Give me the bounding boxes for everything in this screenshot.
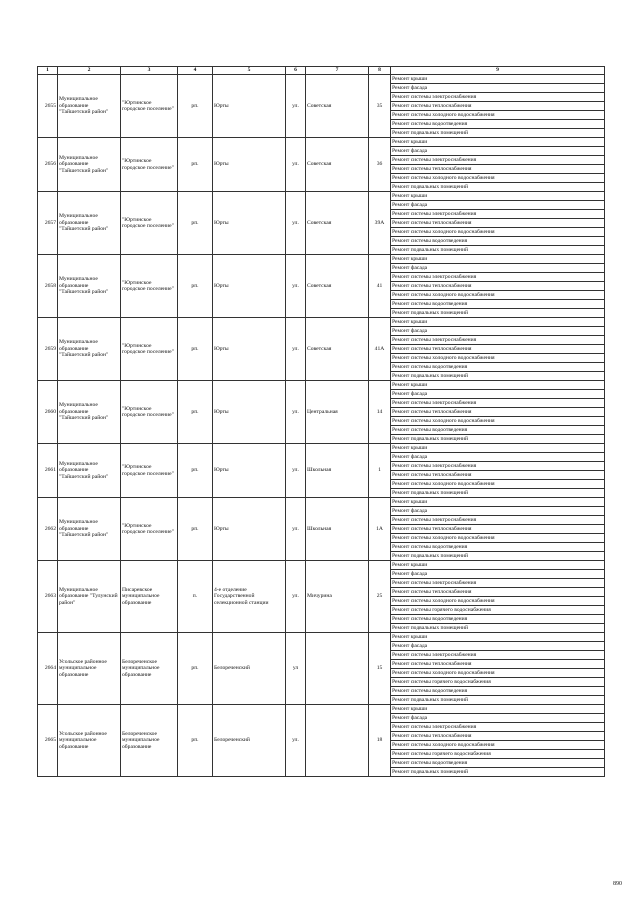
- municipality-cell: Муниципальное образование "Тулунский район": [58, 561, 121, 633]
- work-item: Ремонт крыши: [391, 498, 605, 507]
- locality-cell: Юрты: [213, 444, 286, 498]
- work-item: Ремонт системы водоотведения: [391, 759, 605, 768]
- work-item: Ремонт системы холодного водоснабжения: [391, 669, 605, 678]
- work-item: Ремонт системы теплоснабжения: [391, 525, 605, 534]
- municipality-cell: Муниципальное образование "Тайшетский район": [58, 381, 121, 444]
- table-row: [38, 633, 605, 642]
- municipality-cell: Муниципальное образование "Тайшетский район": [58, 318, 121, 381]
- work-item: Ремонт крыши: [391, 705, 605, 714]
- work-item: Ремонт системы холодного водоснабжения: [391, 111, 605, 120]
- house-number-cell: 35: [369, 75, 391, 138]
- col-header: 7: [306, 67, 369, 75]
- settlement-cell: "Юртинское городское поселение": [121, 498, 178, 561]
- house-number-cell: 1А: [369, 498, 391, 561]
- street-type-cell: ул.: [286, 705, 306, 777]
- work-item: Ремонт системы теплоснабжения: [391, 471, 605, 480]
- street-cell: [306, 633, 369, 705]
- work-item: Ремонт системы теплоснабжения: [391, 588, 605, 597]
- work-item: Ремонт подвальных помещений: [391, 309, 605, 318]
- house-number-cell: 41: [369, 255, 391, 318]
- municipality-cell: Муниципальное образование "Тайшетский район": [58, 498, 121, 561]
- house-number-cell: 25: [369, 561, 391, 633]
- settlement-cell: "Юртинское городское поселение": [121, 192, 178, 255]
- locality-cell: Юрты: [213, 318, 286, 381]
- settlement-cell: "Юртинское городское поселение": [121, 255, 178, 318]
- locality-cell: Юрты: [213, 138, 286, 192]
- locality-cell: Юрты: [213, 498, 286, 561]
- work-item: Ремонт системы теплоснабжения: [391, 660, 605, 669]
- settlement-cell: "Юртинское городское поселение": [121, 381, 178, 444]
- work-item: Ремонт системы теплоснабжения: [391, 282, 605, 291]
- municipality-cell: Муниципальное образование "Тайшетский район": [58, 138, 121, 192]
- work-item: Ремонт системы холодного водоснабжения: [391, 354, 605, 363]
- house-number-cell: 39А: [369, 192, 391, 255]
- locality-type-cell: п.: [178, 561, 213, 633]
- col-header: 1: [38, 67, 58, 75]
- work-item: Ремонт системы горячего водоснабжения: [391, 606, 605, 615]
- work-item: Ремонт системы теплоснабжения: [391, 165, 605, 174]
- settlement-cell: "Юртинское городское поселение": [121, 138, 178, 192]
- work-item: Ремонт подвальных помещений: [391, 246, 605, 255]
- work-item: Ремонт фасада: [391, 147, 605, 156]
- record-number: 2661: [38, 444, 58, 498]
- locality-cell: Белореченский: [213, 705, 286, 777]
- street-type-cell: ул: [286, 633, 306, 705]
- work-item: Ремонт системы водоотведения: [391, 615, 605, 624]
- work-item: Ремонт системы теплоснабжения: [391, 408, 605, 417]
- col-header: 8: [369, 67, 391, 75]
- record-number: 2657: [38, 192, 58, 255]
- table-row: [38, 705, 605, 714]
- street-cell: Советская: [306, 75, 369, 138]
- work-item: Ремонт крыши: [391, 561, 605, 570]
- house-number-cell: 36: [369, 138, 391, 192]
- settlement-cell: "Юртинское городское поселение": [121, 444, 178, 498]
- work-item: Ремонт подвальных помещений: [391, 129, 605, 138]
- work-item: Ремонт крыши: [391, 633, 605, 642]
- table-row: [38, 318, 605, 327]
- table-row: [38, 444, 605, 453]
- work-item: Ремонт фасада: [391, 84, 605, 93]
- work-item: Ремонт системы водоотведения: [391, 300, 605, 309]
- work-item: Ремонт системы холодного водоснабжения: [391, 597, 605, 606]
- work-item: Ремонт системы электроснабжения: [391, 93, 605, 102]
- col-header: 9: [391, 67, 605, 75]
- street-type-cell: ул.: [286, 498, 306, 561]
- table-row: [38, 561, 605, 570]
- street-type-cell: ул.: [286, 381, 306, 444]
- street-type-cell: ул.: [286, 192, 306, 255]
- work-item: Ремонт фасада: [391, 507, 605, 516]
- col-header: 4: [178, 67, 213, 75]
- work-item: Ремонт системы электроснабжения: [391, 399, 605, 408]
- record-number: 2664: [38, 633, 58, 705]
- record-number: 2655: [38, 75, 58, 138]
- street-cell: Советская: [306, 192, 369, 255]
- locality-cell: Юрты: [213, 255, 286, 318]
- street-type-cell: ул.: [286, 444, 306, 498]
- work-item: Ремонт фасада: [391, 570, 605, 579]
- work-item: Ремонт системы водоотведения: [391, 363, 605, 372]
- street-cell: Мичурина: [306, 561, 369, 633]
- work-item: Ремонт подвальных помещений: [391, 696, 605, 705]
- col-header: 6: [286, 67, 306, 75]
- work-item: Ремонт системы холодного водоснабжения: [391, 480, 605, 489]
- col-header: 3: [121, 67, 178, 75]
- street-cell: Советская: [306, 138, 369, 192]
- street-type-cell: ул.: [286, 255, 306, 318]
- work-item: Ремонт фасада: [391, 714, 605, 723]
- work-item: Ремонт системы теплоснабжения: [391, 345, 605, 354]
- work-item: Ремонт системы горячего водоснабжения: [391, 678, 605, 687]
- work-item: Ремонт системы холодного водоснабжения: [391, 174, 605, 183]
- work-item: Ремонт системы электроснабжения: [391, 462, 605, 471]
- work-item: Ремонт крыши: [391, 75, 605, 84]
- table-row: [38, 192, 605, 201]
- house-number-cell: 14: [369, 381, 391, 444]
- work-item: Ремонт системы холодного водоснабжения: [391, 417, 605, 426]
- settlement-cell: "Юртинское городское поселение": [121, 75, 178, 138]
- locality-type-cell: рп.: [178, 444, 213, 498]
- municipality-cell: Усольское районное муниципальное образование: [58, 633, 121, 705]
- work-item: Ремонт системы водоотведения: [391, 120, 605, 129]
- street-cell: Советская: [306, 255, 369, 318]
- municipality-cell: Усольское районное муниципальное образование: [58, 705, 121, 777]
- locality-type-cell: рп.: [178, 318, 213, 381]
- street-type-cell: ул.: [286, 561, 306, 633]
- house-number-cell: 41А: [369, 318, 391, 381]
- work-item: Ремонт подвальных помещений: [391, 435, 605, 444]
- table-row: [38, 255, 605, 264]
- work-item: Ремонт системы электроснабжения: [391, 579, 605, 588]
- work-item: Ремонт системы водоотведения: [391, 687, 605, 696]
- work-item: Ремонт крыши: [391, 192, 605, 201]
- register-table: [37, 66, 605, 777]
- work-item: Ремонт фасада: [391, 201, 605, 210]
- settlement-cell: "Юртинское городское поселение": [121, 318, 178, 381]
- street-cell: Центральная: [306, 381, 369, 444]
- record-number: 2656: [38, 138, 58, 192]
- work-item: Ремонт системы холодного водоснабжения: [391, 534, 605, 543]
- street-cell: Советская: [306, 318, 369, 381]
- work-item: Ремонт системы водоотведения: [391, 543, 605, 552]
- table-row: [38, 381, 605, 390]
- locality-cell: Юрты: [213, 75, 286, 138]
- table-row: [38, 75, 605, 84]
- locality-cell: Юрты: [213, 381, 286, 444]
- house-number-cell: 15: [369, 633, 391, 705]
- locality-type-cell: рп.: [178, 381, 213, 444]
- street-cell: [306, 705, 369, 777]
- house-number-cell: 1: [369, 444, 391, 498]
- work-item: Ремонт системы холодного водоснабжения: [391, 291, 605, 300]
- work-item: Ремонт фасада: [391, 642, 605, 651]
- work-item: Ремонт системы водоотведения: [391, 237, 605, 246]
- work-item: Ремонт системы электроснабжения: [391, 156, 605, 165]
- locality-type-cell: рп.: [178, 633, 213, 705]
- street-cell: Школьная: [306, 444, 369, 498]
- record-number: 2660: [38, 381, 58, 444]
- record-number: 2659: [38, 318, 58, 381]
- record-number: 2663: [38, 561, 58, 633]
- work-item: Ремонт фасада: [391, 264, 605, 273]
- locality-cell: Юрты: [213, 192, 286, 255]
- work-item: Ремонт крыши: [391, 138, 605, 147]
- work-item: Ремонт системы теплоснабжения: [391, 732, 605, 741]
- settlement-cell: Писаревское муниципальное образование: [121, 561, 178, 633]
- col-header: 5: [213, 67, 286, 75]
- record-number: 2665: [38, 705, 58, 777]
- street-type-cell: ул.: [286, 138, 306, 192]
- work-item: Ремонт системы электроснабжения: [391, 336, 605, 345]
- work-item: Ремонт крыши: [391, 381, 605, 390]
- work-item: Ремонт крыши: [391, 255, 605, 264]
- street-type-cell: ул.: [286, 75, 306, 138]
- work-item: Ремонт системы водоотведения: [391, 426, 605, 435]
- work-item: Ремонт системы теплоснабжения: [391, 219, 605, 228]
- locality-cell: 4-е отделение Государственной селекционной станции: [213, 561, 286, 633]
- municipality-cell: Муниципальное образование "Тайшетский район": [58, 192, 121, 255]
- work-item: Ремонт системы электроснабжения: [391, 210, 605, 219]
- locality-cell: Белореченский: [213, 633, 286, 705]
- settlement-cell: Белореченское муниципальное образование: [121, 633, 178, 705]
- record-number: 2658: [38, 255, 58, 318]
- settlement-cell: Белореченское муниципальное образование: [121, 705, 178, 777]
- work-item: Ремонт системы горячего водоснабжения: [391, 750, 605, 759]
- work-item: Ремонт подвальных помещений: [391, 183, 605, 192]
- table-row: [38, 498, 605, 507]
- street-type-cell: ул.: [286, 318, 306, 381]
- work-item: Ремонт системы электроснабжения: [391, 651, 605, 660]
- work-item: Ремонт системы холодного водоснабжения: [391, 228, 605, 237]
- locality-type-cell: рп.: [178, 75, 213, 138]
- street-cell: Школьная: [306, 498, 369, 561]
- work-item: Ремонт подвальных помещений: [391, 624, 605, 633]
- work-item: Ремонт системы электроснабжения: [391, 516, 605, 525]
- work-item: Ремонт подвальных помещений: [391, 489, 605, 498]
- work-item: Ремонт фасада: [391, 453, 605, 462]
- work-item: Ремонт крыши: [391, 444, 605, 453]
- page-number: 890: [613, 881, 622, 887]
- municipality-cell: Муниципальное образование "Тайшетский район": [58, 75, 121, 138]
- col-header: 2: [58, 67, 121, 75]
- table-row: [38, 138, 605, 147]
- work-item: Ремонт подвальных помещений: [391, 552, 605, 561]
- municipality-cell: Муниципальное образование "Тайшетский район": [58, 255, 121, 318]
- work-item: Ремонт системы электроснабжения: [391, 723, 605, 732]
- locality-type-cell: рп.: [178, 705, 213, 777]
- locality-type-cell: рп.: [178, 138, 213, 192]
- work-item: Ремонт подвальных помещений: [391, 768, 605, 777]
- work-item: Ремонт системы электроснабжения: [391, 273, 605, 282]
- municipality-cell: Муниципальное образование "Тайшетский район": [58, 444, 121, 498]
- work-item: Ремонт крыши: [391, 318, 605, 327]
- house-number-cell: 18: [369, 705, 391, 777]
- record-number: 2662: [38, 498, 58, 561]
- work-item: Ремонт системы холодного водоснабжения: [391, 741, 605, 750]
- locality-type-cell: рп.: [178, 498, 213, 561]
- header-row: [38, 67, 605, 75]
- work-item: Ремонт подвальных помещений: [391, 372, 605, 381]
- locality-type-cell: рп.: [178, 192, 213, 255]
- work-item: Ремонт системы теплоснабжения: [391, 102, 605, 111]
- locality-type-cell: рп.: [178, 255, 213, 318]
- work-item: Ремонт фасада: [391, 390, 605, 399]
- work-item: Ремонт фасада: [391, 327, 605, 336]
